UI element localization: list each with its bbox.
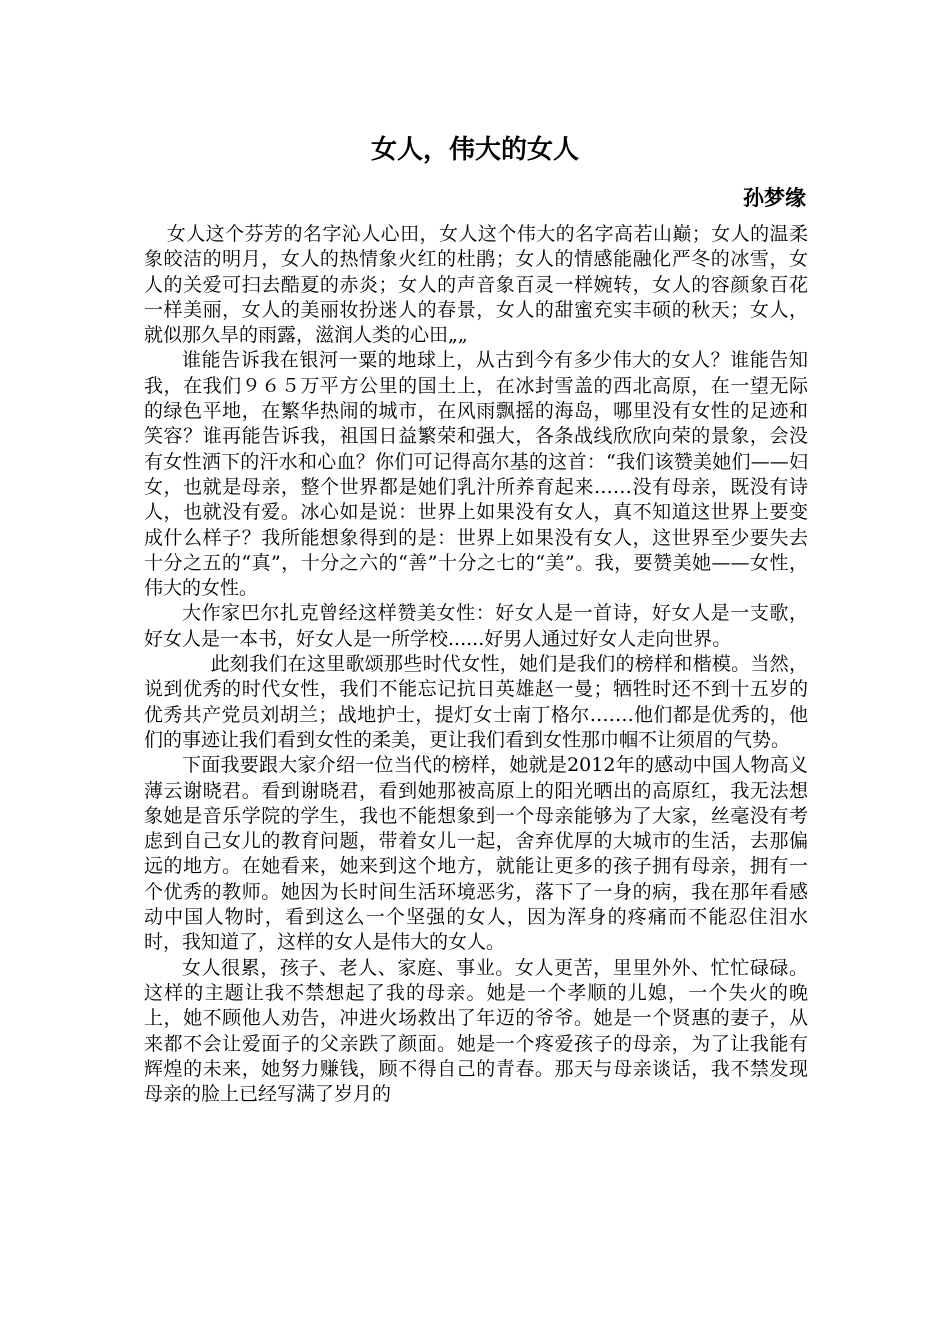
paragraph-1: 女人这个芬芳的名字沁人心田，女人这个伟大的名字高若山巅；女人的温柔象皎洁的明月，女人的热情象火红的杜鹃；女人的情感能融化严冬的冰雪，女人的关爱可扫去酷夏的赤炎；女人的声音象百灵一样婉转，女人的容颜象百花一样美丽，女人的美丽妆扮迷人的春景，女人的甜蜜充实丰硕的秋天；女人，就似那久旱的雨露，滋润人类的心田„„ <box>144 223 808 347</box>
paragraph-4: 此刻我们在这里歌颂那些时代女性，她们是我们的榜样和楷模。当然，说到优秀的时代女性，我们不能忘记抗日英雄赵一曼；牺牲时还不到十五岁的优秀共产党员刘胡兰；战地护士，提灯女士南丁格尔…….他们都是优秀的，他们的事迹让我们看到女性的柔美，更让我们看到女性那巾帼不让须眉的气势。 <box>144 653 808 751</box>
paragraph-5: 下面我要跟大家介绍一位当代的榜样，她就是2012年的感动中国人物高义薄云谢晓君。看到谢晓君，看到她那被高原上的阳光晒出的高原红，我无法想象她是音乐学院的学生，我也不能想象到一个母亲能够为了大家，丝毫没有考虑到自己女儿的教育问题，带着女儿一起，舍弃优厚的大城市的生活，去那偏远的地方。在她看来，她来到这个地方，就能让更多的孩子拥有母亲，拥有一个优秀的教师。她因为长时间生活环境恶劣，落下了一身的病，我在那年看感动中国人物时，看到这么一个坚强的女人，因为浑身的疼痛而不能忍住泪水时，我知道了，这样的女人是伟大的女人。 <box>144 754 808 954</box>
paragraph-3: 大作家巴尔扎克曾经这样赞美女性：好女人是一首诗，好女人是一支歌，好女人是一本书，好女人是一所学校......好男人通过好女人走向世界。 <box>144 602 808 650</box>
author-name: 孙梦缘 <box>743 186 806 210</box>
paragraph-2: 谁能告诉我在银河一粟的地球上，从古到今有多少伟大的女人？谁能告知我，在我们９６５万平方公里的国土上，在冰封雪盖的西北高原，在一望无际的绿色平地，在繁华热闹的城市，在风雨飘摇的海岛，哪里没有女性的足迹和笑容？谁再能告诉我，祖国日益繁荣和强大，各条战线欣欣向荣的景象，会没有女性洒下的汗水和心血？你们可记得高尔基的这首：“我们该赞美她们——妇女，也就是母亲，整个世界都是她们乳汁所养育起来……没有母亲，既没有诗人，也就没有爱。冰心如是说：世界上如果没有女人，真不知道这世界上要变成什么样子？我所能想象得到的是：世界上如果没有女人，这世界至少要失去十分之五的“真”，十分之六的“善”十分之七的“美”。我，要赞美她——女性，伟大的女性。 <box>144 349 808 600</box>
document-title: 女人，伟大的女人 <box>370 135 579 165</box>
article-body <box>144 222 808 1107</box>
paragraph-6: 女人很累，孩子、老人、家庭、事业。女人更苦，里里外外、忙忙碌碌。这样的主题让我不禁想起了我的母亲。她是一个孝顺的儿媳，一个失火的晚上，她不顾他人劝告，冲进火场救出了年迈的爷爷。她是一个贤惠的妻子，从来都不会让爱面子的父亲跌了颜面。她是一个疼爱孩子的母亲，为了让我能有辉煌的未来，她努力赚钱，顾不得自己的青春。那天与母亲谈话，我不禁发现母亲的脸上已经写满了岁月的 <box>144 956 808 1106</box>
